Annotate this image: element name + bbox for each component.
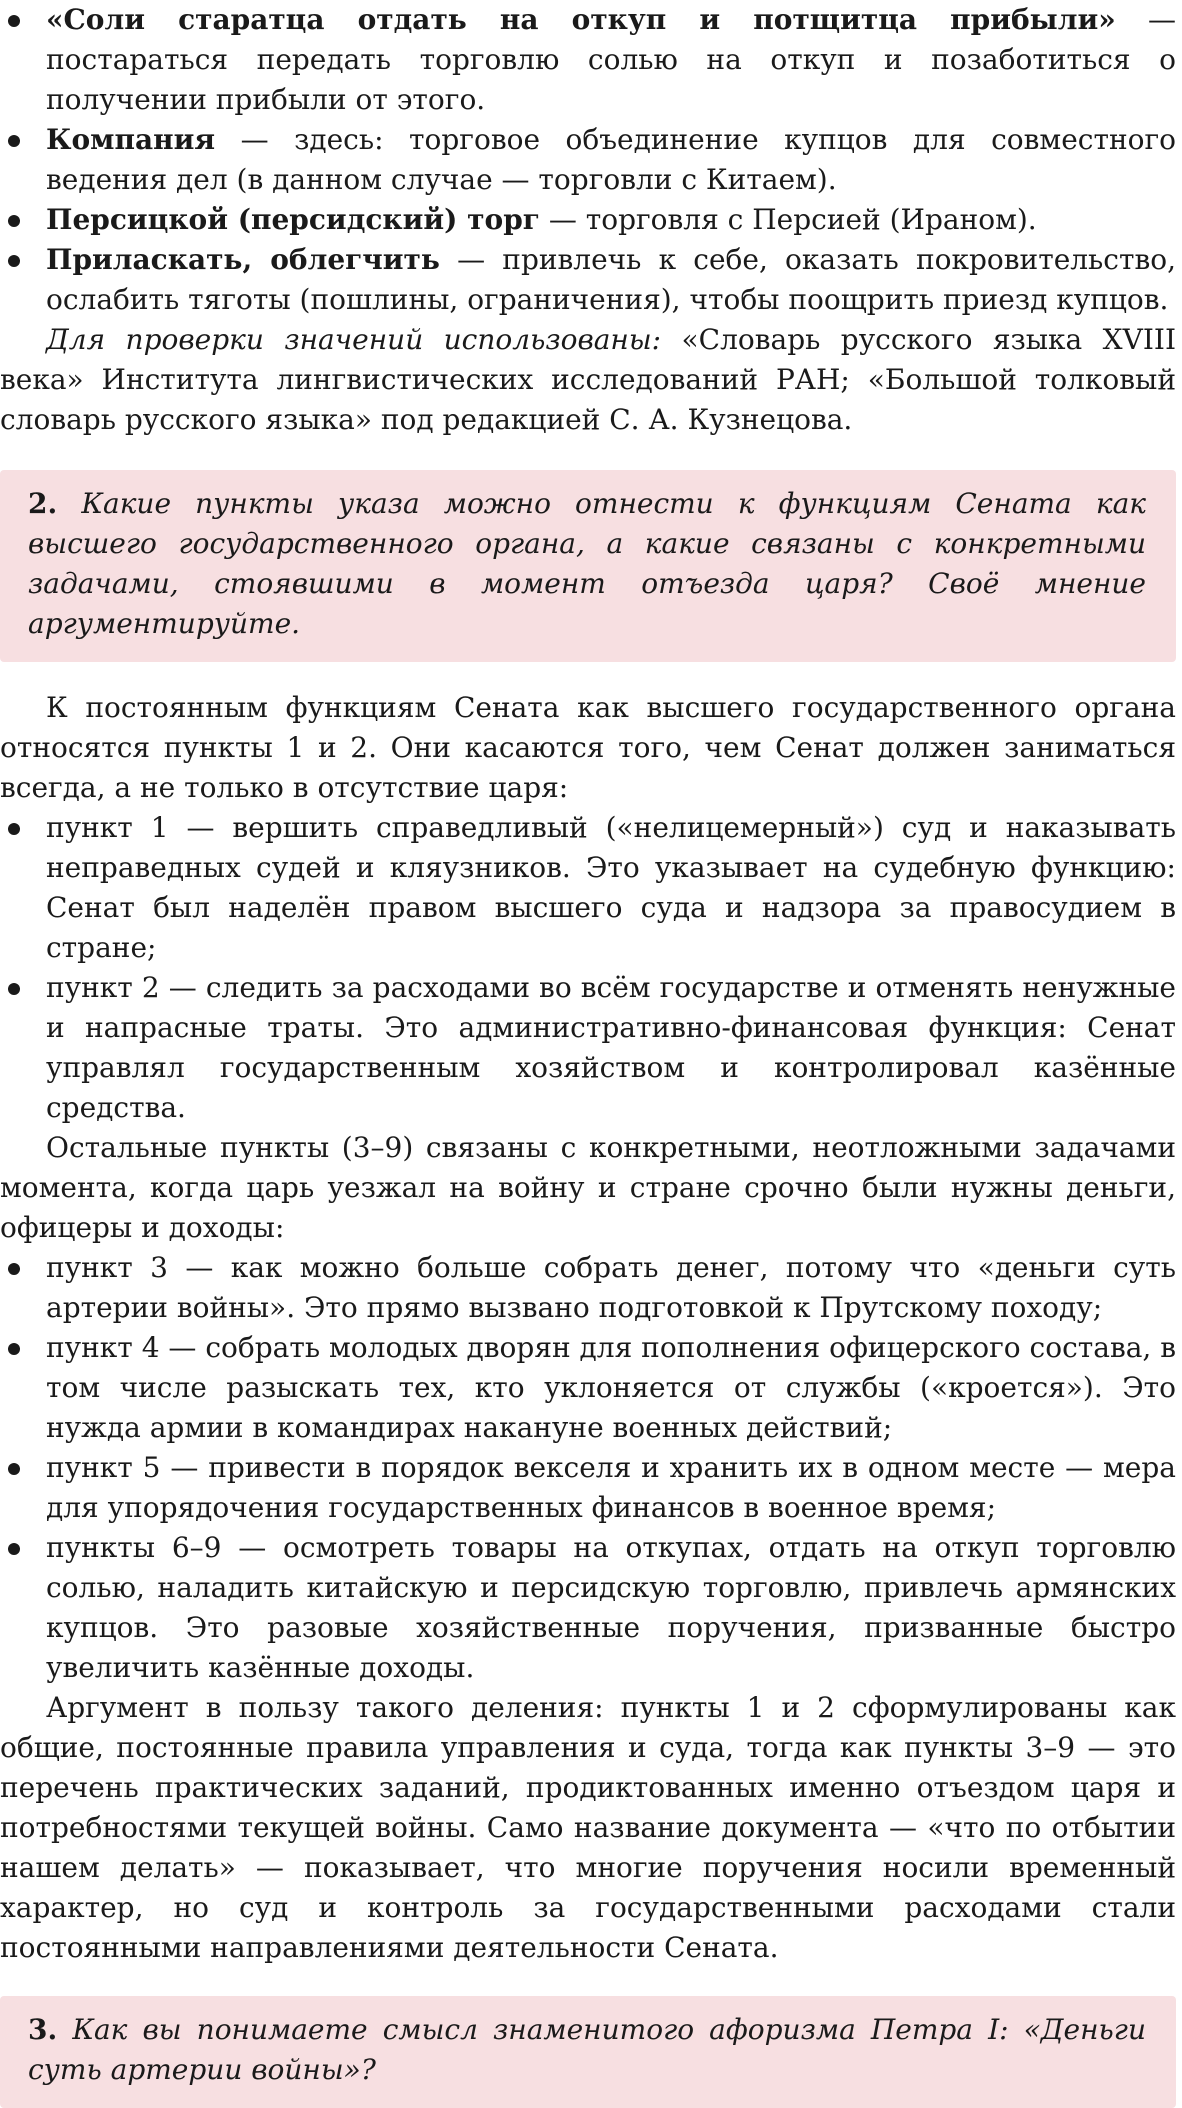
glossary-term: Компания bbox=[46, 123, 216, 156]
glossary-list bbox=[0, 0, 1176, 320]
glossary-term: Приласкать, облегчить bbox=[46, 243, 440, 276]
answer-intro: К постоянным функциям Сената как высшего государственного органа относятся пункты 1 и 2. Они касаются того, чем Сенат должен заниматься всегда, а не только в отсутствие царя: bbox=[0, 691, 1176, 804]
glossary-item bbox=[0, 0, 1176, 120]
glossary-item bbox=[0, 240, 1176, 320]
question-number: 3. bbox=[28, 2013, 58, 2046]
list-item: пункт 2 — следить за расходами во всём государстве и отменять ненужные и напрасные траты. Это административно-финансовая функция: Сенат управлял государственным хозяйством и контролировал казённые средства. bbox=[0, 968, 1176, 1128]
list-item: пункты 6–9 — осмотреть товары на откупах, отдать на откуп торговлю солью, наладить китайскую и персидскую торговлю, привлечь армянских купцов. Это разовые хозяйственные поручения, призванные быстро увеличить казённые доходы. bbox=[0, 1528, 1176, 1688]
answer-middle: Остальные пункты (3–9) связаны с конкретными, неотложными задачами момента, когда царь уезжал на войну и стране срочно были нужны деньги, офицеры и доходы: bbox=[0, 1131, 1176, 1244]
source-note bbox=[0, 320, 1176, 440]
glossary-item bbox=[0, 200, 1176, 240]
glossary-definition: — привлечь к себе, оказать покровительство, ослабить тяготы (пошлины, ограничения), чтобы поощрить приезд купцов. bbox=[46, 243, 1176, 316]
list-item: пункт 5 — привести в порядок векселя и хранить их в одном месте — мера для упорядочения государственных финансов в военное время; bbox=[0, 1448, 1176, 1528]
source-note-text: «Словарь русского языка XVIII века» Института лингвистических исследований РАН; «Большой толковый словарь русского языка» под редакцией С. А. Кузнецова. bbox=[0, 323, 1177, 436]
question-number: 2. bbox=[28, 487, 58, 520]
list-item: пункт 4 — собрать молодых дворян для пополнения офицерского состава, в том числе разыскать тех, кто уклоняется от службы («кроется»). Это нужда армии в командирах накануне военных действий; bbox=[0, 1328, 1176, 1448]
list-item: пункт 1 — вершить справедливый («нелицемерный») суд и наказывать неправедных судей и кляузников. Это указывает на судебную функцию: Сенат был наделён правом высшего суда и надзора за правосудием в стране; bbox=[0, 808, 1176, 968]
question-text: Как вы понимаете смысл знаменитого афоризма Петра I: «Деньги суть артерии войны»? bbox=[28, 2013, 1146, 2086]
list-item: пункт 3 — как можно больше собрать денег, потому что «деньги суть артерии войны». Это прямо вызвано подготовкой к Прутскому походу; bbox=[0, 1248, 1176, 1328]
temporary-items-list bbox=[0, 1248, 1176, 1688]
question-text: Какие пункты указа можно отнести к функциям Сената как высшего государственного органа, а какие связаны с конкретными задачами, стоявшими в момент отъезда царя? Своё мнение аргументируйте. bbox=[28, 487, 1146, 640]
question-box bbox=[0, 470, 1176, 662]
permanent-items-list bbox=[0, 808, 1176, 1128]
glossary-definition: — торговля с Персией (Ираном). bbox=[539, 203, 1037, 236]
source-note-lead: Для проверки значений использованы: bbox=[46, 323, 662, 356]
question-box bbox=[0, 1996, 1176, 2108]
glossary-definition: — здесь: торговое объединение купцов для совместного ведения дел (в данном случае — торговли с Китаем). bbox=[46, 123, 1176, 196]
glossary-term: Персицкой (персидский) торг bbox=[46, 203, 540, 236]
answer-conclusion: Аргумент в пользу такого деления: пункты 1 и 2 сформулированы как общие, постоянные правила управления и суда, тогда как пункты 3–9 — это перечень практических заданий, продиктованных именно отъездом царя и потребностями текущей войны. Само название документа — «что по отбытии нашем делать» — показывает, что многие поручения носили временный характер, но суд и контроль за государственными расходами стали постоянными направлениями деятельности Сената. bbox=[0, 1691, 1176, 1964]
glossary-term: «Соли старатца отдать на откуп и потщитца прибыли» bbox=[46, 3, 1116, 36]
glossary-definition: — постараться передать торговлю солью на откуп и позаботиться о получении прибыли от этого. bbox=[46, 3, 1176, 116]
glossary-item bbox=[0, 120, 1176, 200]
